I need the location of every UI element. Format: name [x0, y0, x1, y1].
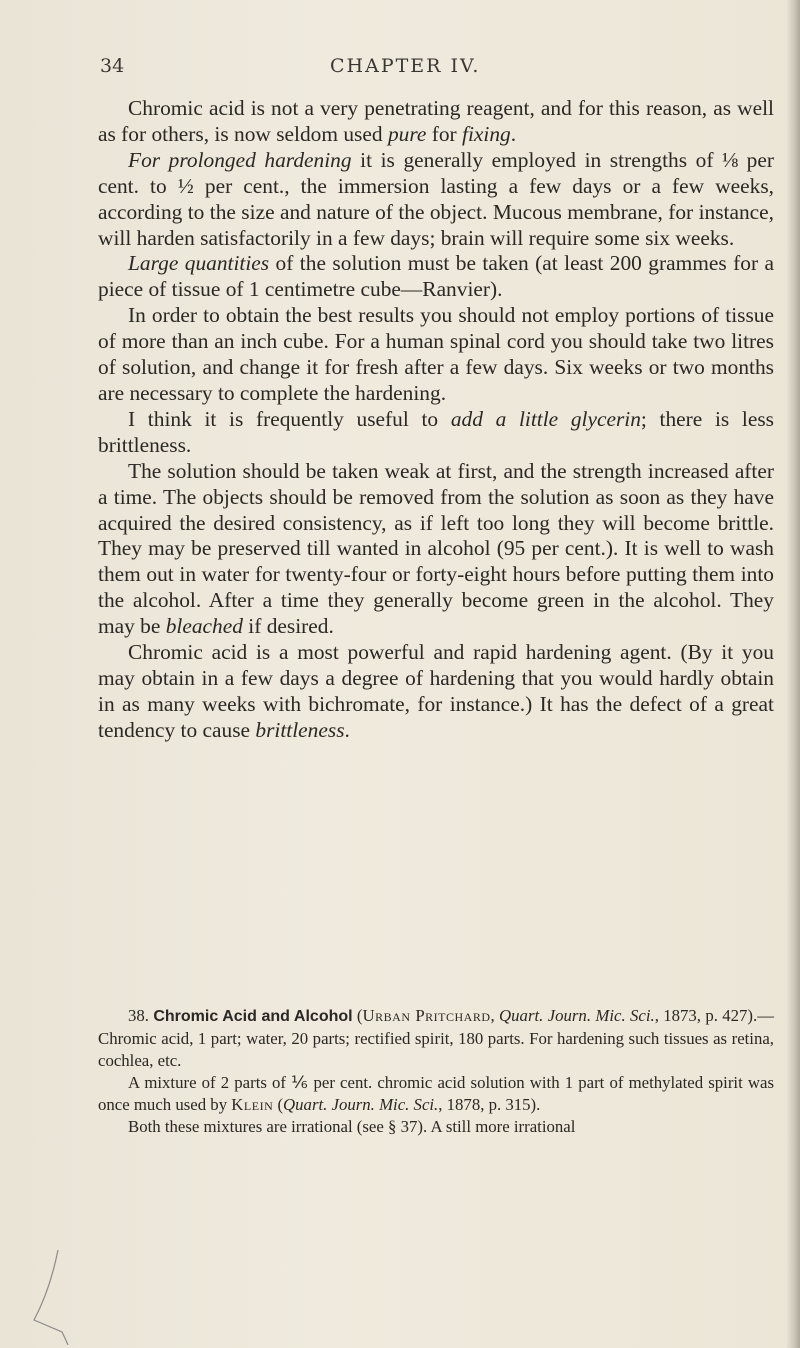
- text-run: Chromic acid is not a very penetrating reagent, and for this reason, as well as for others, is now seldom used: [98, 96, 774, 146]
- italic-text: add a little glycerin: [450, 406, 641, 431]
- text-run: Chromic acid is a most powerful and rapid hardening agent. (By it you may obtain in a few days a degree of hardening that you would hardly obtain in as many weeks with bichromate, for instance.) It has the defect of a great tendency to cause: [98, 640, 774, 742]
- text-run: , 1878, p. 315).: [438, 1095, 541, 1114]
- small-print-section: [98, 1005, 774, 1138]
- page-edge-shadow: [786, 0, 800, 1348]
- text-run: for: [426, 121, 462, 146]
- running-header: [100, 55, 780, 85]
- paragraph: [98, 96, 774, 148]
- text-run: (: [352, 1006, 363, 1025]
- text-run: it is generally employed in strengths of ⅛ per cent. to ½ per cent., the immersion lasting a few days or a few weeks, according to the size and nature of the object. Mucous membrane, for instance, will harden satisfactorily in a few days; brain will require some six weeks.: [98, 147, 774, 250]
- text-run: I think it is frequently useful to: [128, 406, 451, 431]
- paragraph: [98, 251, 774, 303]
- note-paragraph: [98, 1072, 774, 1116]
- text-run: A mixture of 2 parts of ⅙ per cent. chromic acid solution with 1 part of methylated spirit was once much used by: [98, 1073, 774, 1114]
- note-number: 38.: [128, 1006, 149, 1025]
- paragraph: [98, 459, 774, 640]
- author-name: Urban Pritchard: [362, 1006, 491, 1025]
- main-text: [98, 96, 774, 744]
- text-run: ; there is less brittleness.: [98, 406, 774, 457]
- paragraph: [98, 407, 774, 459]
- italic-text: pure: [387, 121, 427, 146]
- text-run: .: [344, 717, 350, 742]
- note-paragraph: [98, 1005, 774, 1072]
- text-run: ,: [490, 1006, 500, 1025]
- text-run: (: [273, 1095, 284, 1114]
- paragraph: In order to obtain the best results you should not employ portions of tissue of more than an inch cube. For a human spinal cord you should take two litres of solution, and change it for fresh after a few days. Six weeks or two months are necessary to complete the hardening.: [98, 303, 774, 405]
- paragraph: [98, 640, 774, 744]
- italic-text: bleached: [165, 614, 243, 639]
- italic-text: brittleness: [255, 717, 345, 742]
- chapter-title: CHAPTER IV.: [330, 55, 481, 77]
- author-name: Klein: [231, 1095, 274, 1114]
- text-run: .: [510, 121, 517, 146]
- italic-text: Large quantities: [128, 251, 270, 276]
- text-run: , 1873, p. 427).—Chromic acid, 1 part; water, 20 parts; rectified spirit, 180 parts. For hardening such tissues as retina, cochlea, etc.: [98, 1006, 774, 1070]
- journal-name: Quart. Journ. Mic. Sci.: [283, 1095, 439, 1114]
- paragraph: [98, 148, 774, 252]
- journal-name: Quart. Journ. Mic. Sci.: [499, 1006, 655, 1025]
- text-run: if desired.: [242, 614, 334, 639]
- italic-text: For prolonged hardening: [128, 147, 352, 172]
- note-title: Chromic Acid and Alcohol: [153, 1008, 353, 1025]
- page-number: 34: [100, 55, 125, 77]
- text-run: The solution should be taken weak at first, and the strength increased after a time. The objects should be removed from the solution as soon as they have acquired the desired consistency, as if left too long they will become brittle. They may be preserved till wanted in alcohol (95 per cent.). It is well to wash them out in water for twenty-four or forty-eight hours before putting them into the alcohol. After a time they generally become green in the alcohol. They may be: [98, 458, 774, 639]
- italic-text: fixing: [462, 121, 511, 146]
- text-run: of the solution must be taken (at least 200 grammes for a piece of tissue of 1 centimetre cube—Ranvier).: [98, 251, 775, 302]
- pencil-mark: [28, 1250, 88, 1345]
- note-paragraph: Both these mixtures are irrational (see § 37). A still more irrational: [128, 1117, 576, 1136]
